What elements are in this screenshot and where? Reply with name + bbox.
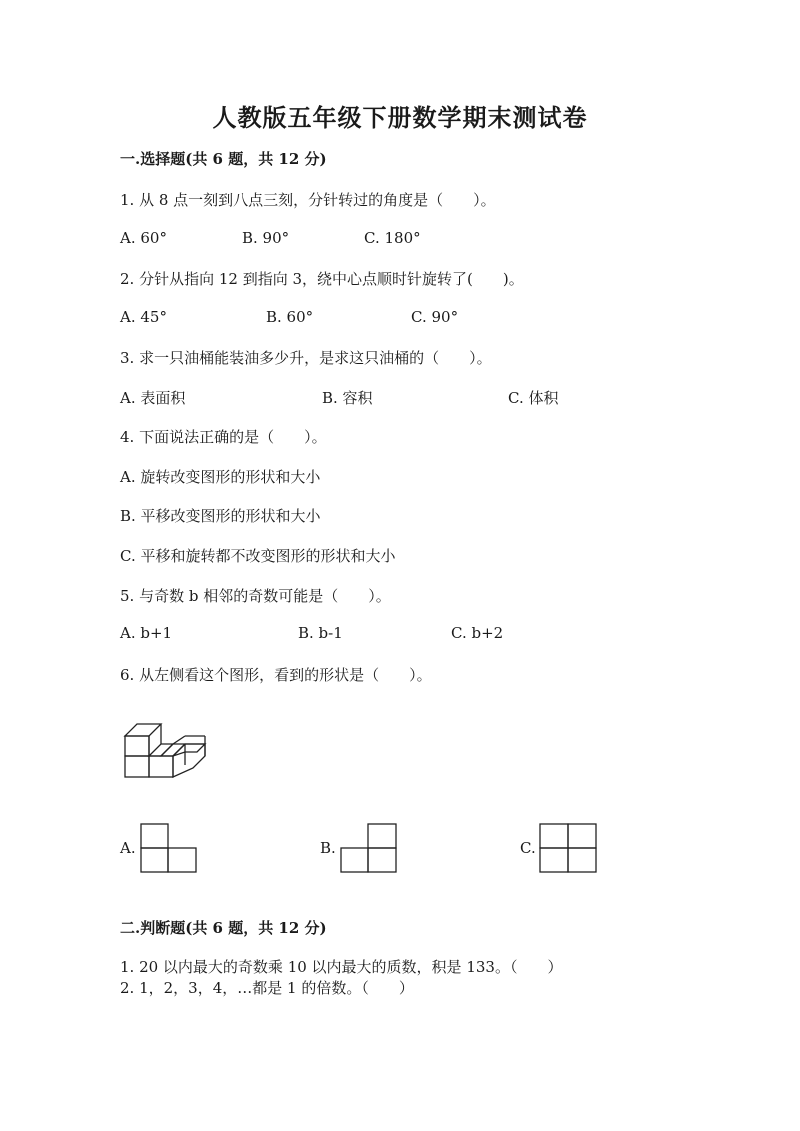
grid-square [568, 824, 596, 848]
question-3: 3. 求一只油桶能装油多少升，是求这只油桶的（ ）。 [120, 349, 492, 367]
grid-square [368, 848, 396, 872]
section-2-heading: 二.判断题(共 6 题，共 12 分) [120, 919, 327, 937]
cube-front-face [125, 736, 149, 756]
q6-option-c-shape [539, 823, 599, 873]
grid-square [141, 824, 168, 848]
q3-option-a: A. 表面积 [120, 389, 186, 407]
grid-square [168, 848, 196, 872]
page-title: 人教版五年级下册数学期末测试卷 [212, 103, 588, 132]
q6-option-c: C. [520, 839, 536, 857]
cube-edge [173, 736, 185, 744]
grid-square [540, 848, 568, 872]
q6-option-b: B. [320, 839, 336, 857]
q6-option-b-shape [340, 823, 400, 873]
grid-square [368, 824, 396, 848]
cube-stack-figure [118, 718, 210, 780]
question-5: 5. 与奇数 b 相邻的奇数可能是（ ）。 [120, 587, 391, 605]
q3-option-c: C. 体积 [508, 389, 559, 407]
q4-option-c: C. 平移和旋转都不改变图形的形状和大小 [120, 547, 396, 565]
q5-option-c: C. b+2 [451, 624, 504, 642]
grid-square [141, 848, 168, 872]
q3-option-b: B. 容积 [322, 389, 373, 407]
grid-square [540, 824, 568, 848]
q6-option-a: A. [120, 839, 136, 857]
judge-question-2: 2. 1，2，3，4，…都是 1 的倍数。（ ） [120, 979, 414, 997]
grid-square [568, 848, 596, 872]
q2-option-a: A. 45° [120, 308, 167, 326]
question-2: 2. 分针从指向 12 到指向 3，绕中心点顺时针旋转了( )。 [120, 270, 524, 288]
q5-option-b: B. b-1 [298, 624, 343, 642]
section-1-heading: 一.选择题(共 6 题，共 12 分) [120, 150, 327, 168]
q2-option-b: B. 60° [266, 308, 314, 326]
q1-option-b: B. 90° [242, 229, 290, 247]
q4-option-a: A. 旋转改变图形的形状和大小 [120, 468, 321, 486]
q1-option-a: A. 60° [120, 229, 167, 247]
question-1: 1. 从 8 点一刻到八点三刻，分针转过的角度是（ ）。 [120, 191, 496, 209]
grid-square [341, 848, 368, 872]
q2-option-c: C. 90° [411, 308, 459, 326]
cube-top-face [125, 724, 161, 736]
cube-top-face [149, 744, 173, 756]
question-6: 6. 从左侧看这个图形，看到的形状是（ ）。 [120, 666, 432, 684]
cube-front-face [125, 756, 149, 777]
cube-front-face [149, 756, 173, 777]
q5-option-a: A. b+1 [120, 624, 173, 642]
judge-question-1: 1. 20 以内最大的奇数乘 10 以内最大的质数，积是 133。（ ） [120, 958, 563, 976]
question-4: 4. 下面说法正确的是（ ）。 [120, 428, 327, 446]
q1-option-c: C. 180° [364, 229, 421, 247]
q4-option-b: B. 平移改变图形的形状和大小 [120, 507, 321, 525]
q6-option-a-shape [140, 823, 200, 873]
